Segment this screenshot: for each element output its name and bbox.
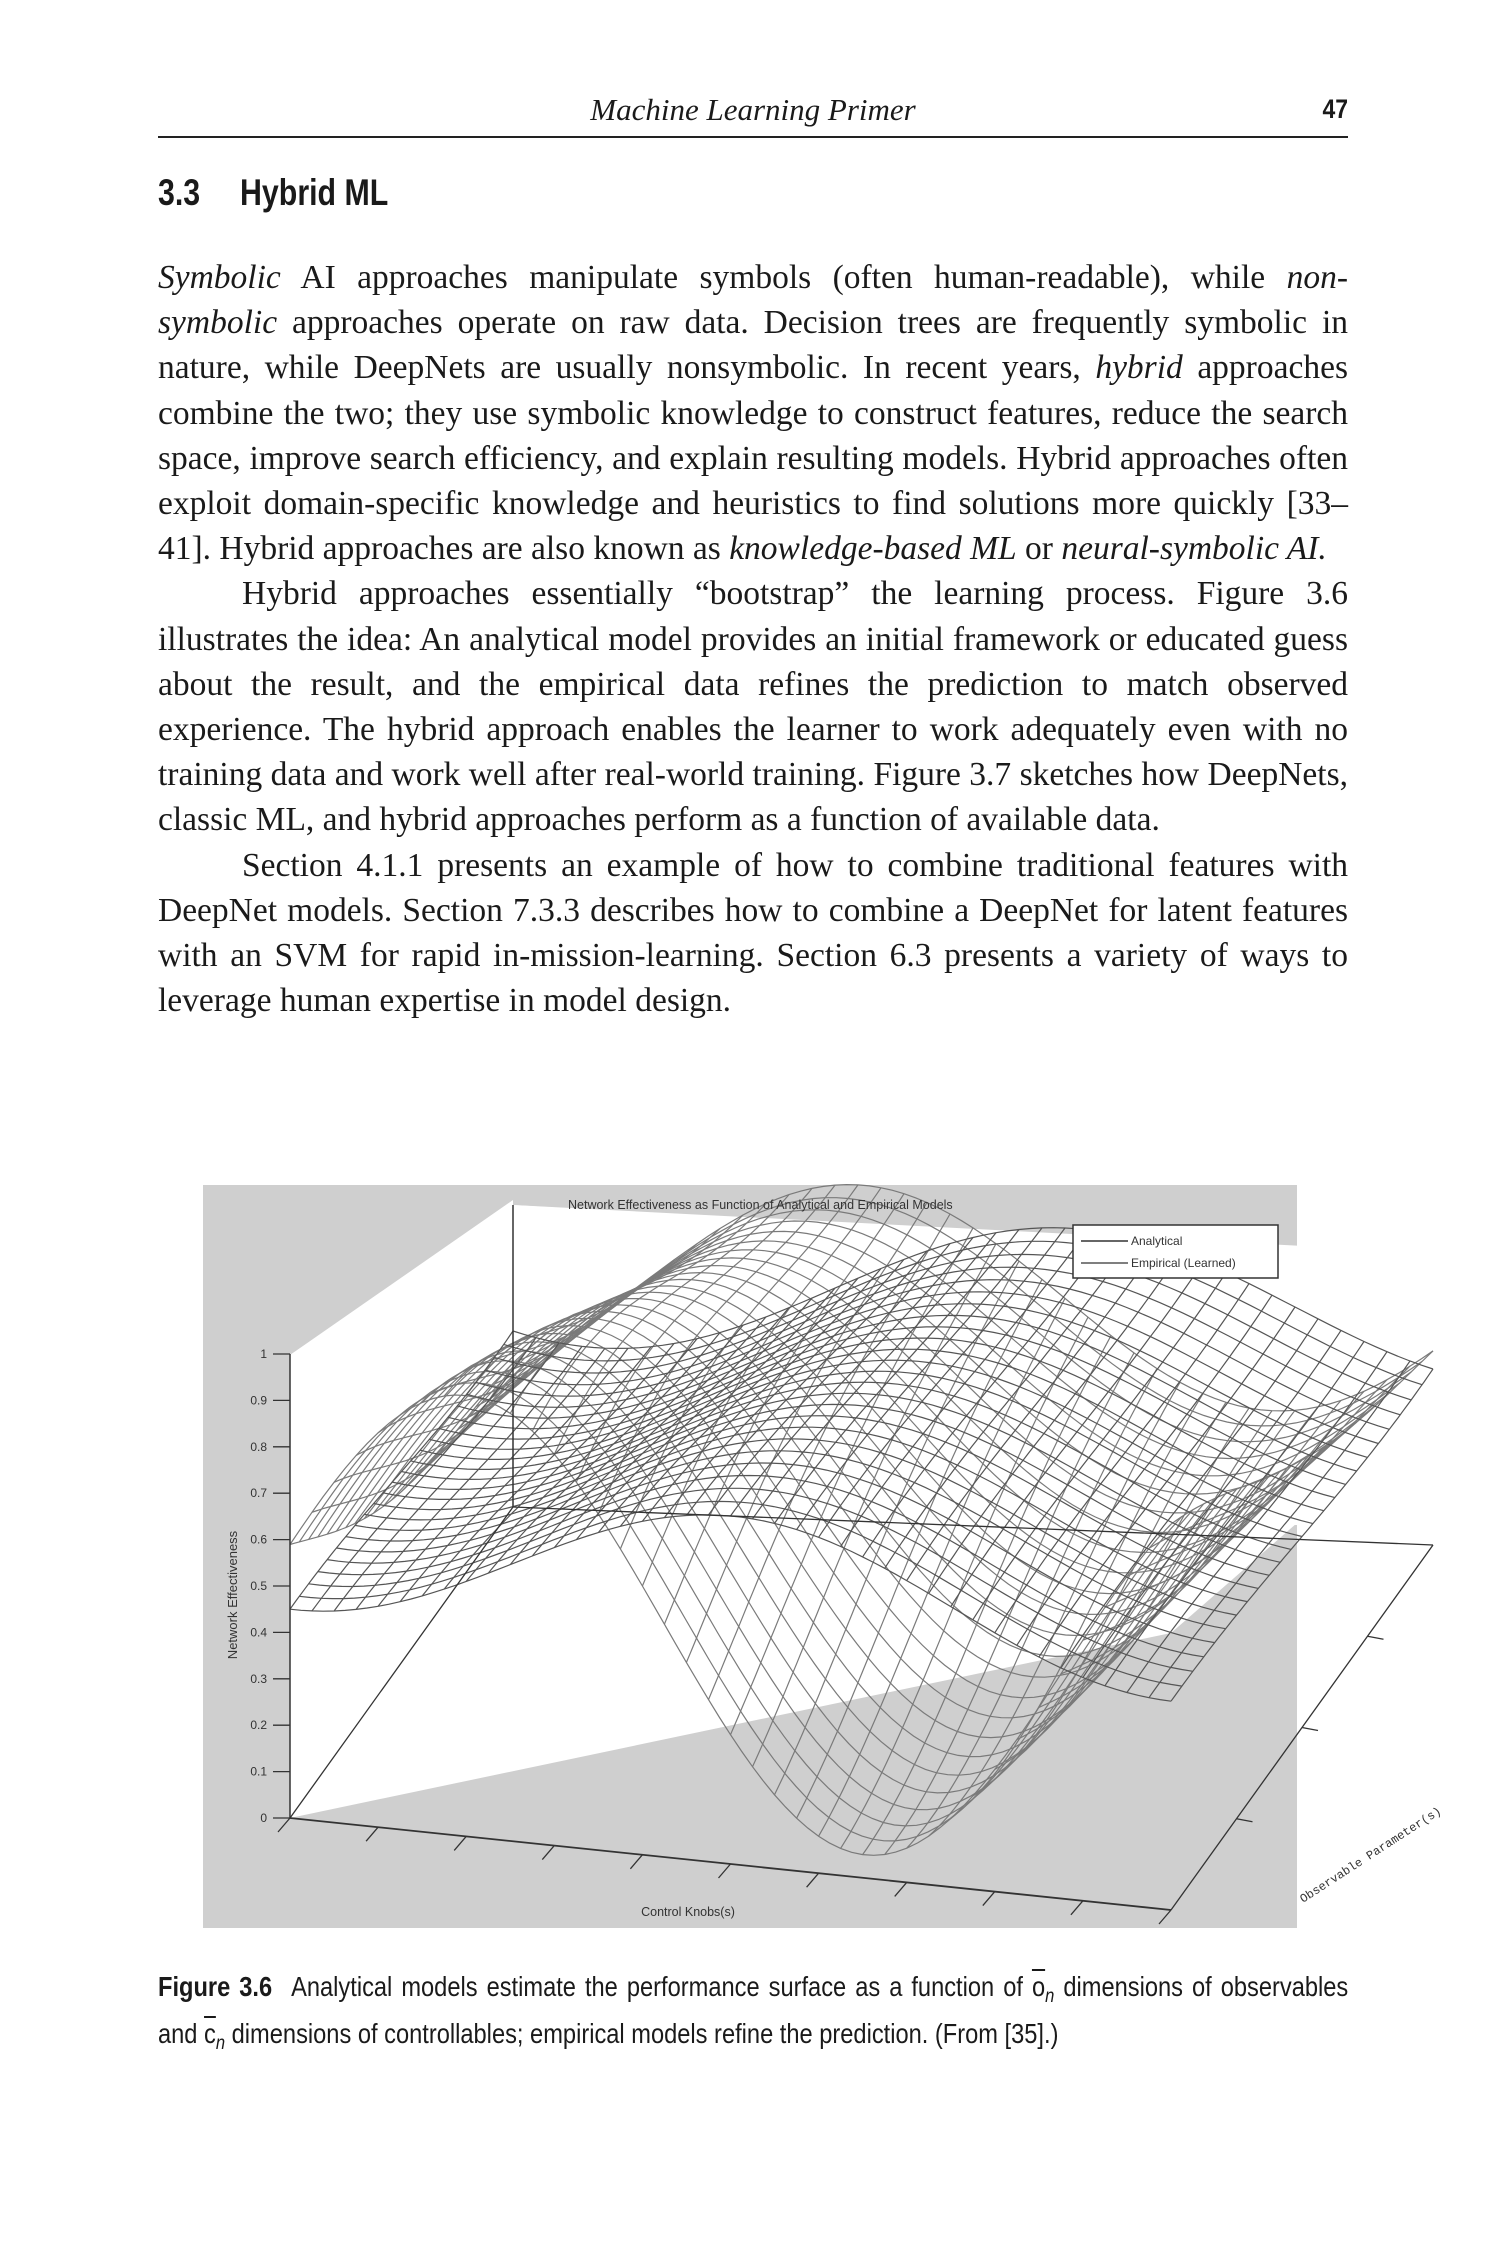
italic-term: hybrid — [1095, 349, 1183, 387]
svg-text:0.7: 0.7 — [250, 1486, 267, 1501]
svg-text:0.2: 0.2 — [250, 1718, 267, 1733]
svg-text:0.1: 0.1 — [250, 1764, 267, 1779]
svg-text:0.8: 0.8 — [250, 1439, 267, 1454]
symbol-o-bar: $\overline{o}$ — [1031, 1971, 1046, 2002]
paragraph-2: Hybrid approaches essentially “bootstrap” the learning process. Figure 3.6 illustrates the idea: An analytical model provides an initial framework or educated guess about the result, and the empirical data refines the prediction to match observed experience. The hybrid approach enables the learner to work adequately even with no training data and work well after real-world training. Figure 3.7 sketches how DeepNets, classic ML, and hybrid approaches perform as a function of available data. — [158, 575, 1348, 839]
running-title: Machine Learning Primer — [590, 92, 916, 127]
paragraph-3: Section 4.1.1 presents an example of how to combine traditional features with DeepNet models. Section 7.3.3 describes how to combine a DeepNet for latent features with an SVM for rapid in-mission-learning. Section 6.3 presents a variety of ways to leverage human expertise in model design. — [158, 846, 1348, 1020]
subscript-n: n — [215, 2033, 226, 2054]
text-run: approaches operate on raw data. Decision trees are frequently symbolic in nature, while DeepNets are usually nonsymbolic. In recent years, — [158, 304, 1348, 387]
x-axis-label: Control Knobs(s) — [641, 1905, 735, 1919]
italic-term: non-symbolic — [158, 259, 1348, 342]
symbol-c-bar: $\overline{c}$ — [204, 2018, 216, 2049]
running-header — [158, 92, 1348, 138]
italic-term: Symbolic — [158, 259, 281, 296]
subscript-n: n — [1045, 1986, 1055, 2007]
y-axis-label: Observable Parameter(s) — [1297, 1804, 1445, 1907]
caption-text: dimensions of observables and — [158, 1971, 1349, 2049]
svg-text:1: 1 — [260, 1347, 267, 1361]
svg-text:0: 0 — [260, 1811, 267, 1825]
chart-title: Network Effectiveness as Function of Analytical and Empirical Models — [568, 1198, 953, 1212]
chart-legend — [1073, 1225, 1278, 1278]
figure-caption — [158, 1968, 1348, 2062]
caption-text: dimensions of controllables; empirical models refine the prediction. (From [35].) — [225, 2018, 1059, 2049]
body-text — [158, 255, 1348, 1023]
svg-text:0.9: 0.9 — [250, 1393, 267, 1408]
section-heading — [158, 172, 388, 214]
italic-term: neural-symbolic AI. — [1061, 530, 1327, 568]
text-run: or — [1016, 530, 1062, 568]
italic-term: knowledge-based ML — [729, 530, 1017, 568]
section-title: Hybrid ML — [240, 172, 389, 213]
section-number: 3.3 — [158, 172, 201, 213]
svg-text:0.3: 0.3 — [250, 1671, 267, 1686]
figure-label: Figure 3.6 — [158, 1971, 273, 2002]
svg-text:0.4: 0.4 — [250, 1625, 267, 1640]
figure-3-6 — [203, 1185, 1445, 1928]
legend-empirical: Empirical (Learned) — [1131, 1256, 1236, 1270]
surface-plot — [203, 1185, 1445, 1928]
svg-text:0.5: 0.5 — [250, 1579, 267, 1593]
svg-text:0.6: 0.6 — [250, 1532, 267, 1547]
paragraph-1 — [158, 255, 1348, 571]
caption-text: Analytical models estimate the performance surface as a function of — [291, 1971, 1032, 2002]
z-axis-label: Network Effectiveness — [225, 1530, 240, 1660]
legend-analytical: Analytical — [1131, 1234, 1183, 1248]
text-run: AI approaches manipulate symbols (often human-readable), while — [280, 259, 1287, 296]
page-number: 47 — [1322, 94, 1348, 124]
text-run: approaches combine the two; they use symbolic knowledge to construct features, reduce the search space, improve search efficiency, and explain resulting models. Hybrid approaches often exploit domain-specific knowledge and heuristics to find solutions more quickly [33–41]. Hybrid approaches are also known as — [158, 349, 1348, 568]
